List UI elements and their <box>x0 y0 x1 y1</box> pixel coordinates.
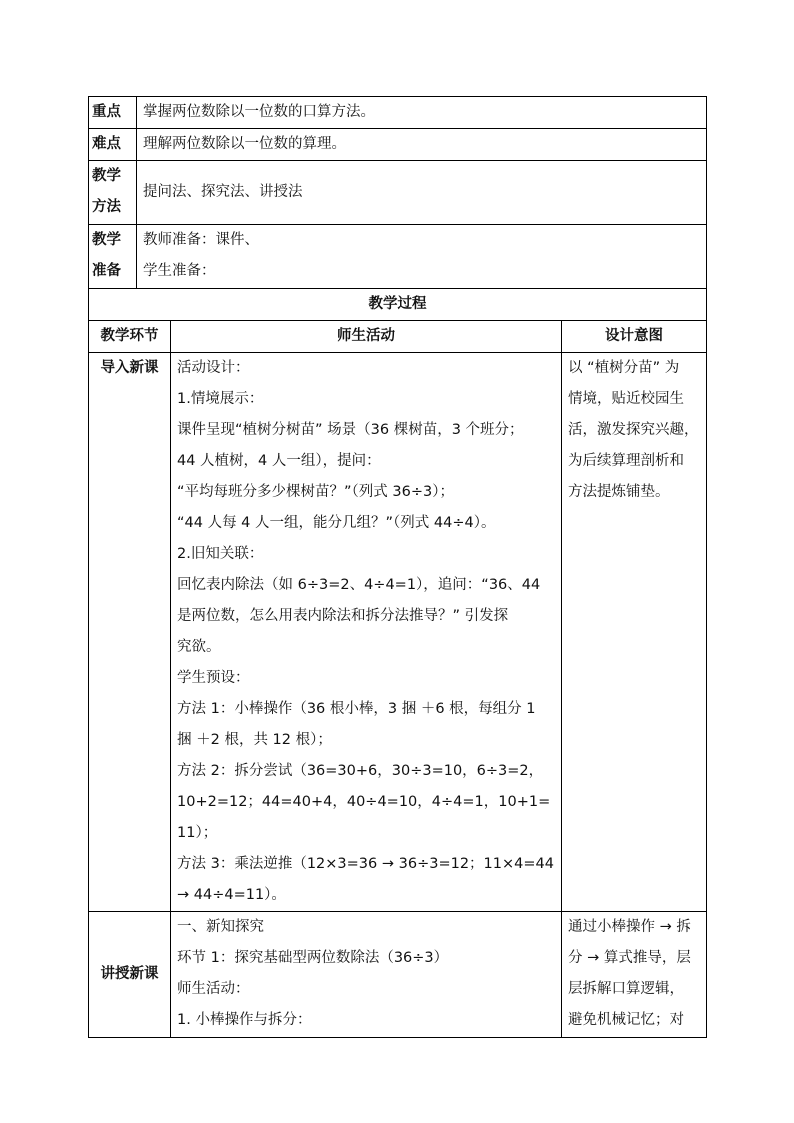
activity-cell: 一、新知探究 环节 1：探究基础型两位数除法（36÷3） 师生活动： 1. 小棒操作与拆分： <box>171 912 562 1038</box>
activity-cell: 活动设计： 1.情境展示： 课件呈现“植树分树苗” 场景（36 棵树苗，3 个班分； 44 人植树，4 人一组），提问： “平均每班分多少棵树苗？”（列式 36÷3）； “44 人每 4 人一组，能分几组？”（列式 44÷4）。 2.旧知关联： 回忆表内除法（如 6÷3=2、4÷4=1），追问：“36、44 是两位数，怎么用表内除法和拆分法推导？” 引发探 究欲。 学生预设： 方法 1：小棒操作（36 根小棒，3 捆 ＋6 根，每组分 1 捆 ＋2 根，共 12 根）； 方法 2：拆分尝试（36=30+6，30÷3=10，6÷3=2， 10+2=12；44=40+4，40÷4=10，4÷4=1，10+1=11）； 方法 3：乘法逆推（12×3=36 → 36÷3=12；11×4=44 → 44÷4=11）。 <box>171 353 562 912</box>
process-title-row <box>89 289 707 321</box>
info-content: 掌握两位数除以一位数的口算方法。 <box>137 97 707 129</box>
lesson-plan-page <box>88 96 706 1038</box>
info-row-teaching-method <box>89 161 707 225</box>
info-content: 提问法、探究法、讲授法 <box>137 161 707 225</box>
stage-label: 导入新课 <box>89 353 171 912</box>
info-label: 重点 <box>89 97 137 129</box>
info-row-key-point <box>89 97 707 129</box>
info-label: 难点 <box>89 129 137 161</box>
intent-cell: 通过小棒操作 → 拆 分 → 算式推导，层 层拆解口算逻辑， 避免机械记忆；对 <box>562 912 707 1038</box>
info-label: 教学 准备 <box>89 225 137 289</box>
stage-label: 讲授新课 <box>89 912 171 1038</box>
intent-cell: 以 “植树分苗” 为 情境，贴近校园生 活，激发探究兴趣， 为后续算理剖析和 方法提炼铺垫。 <box>562 353 707 912</box>
info-content: 教师准备：课件、 学生准备： <box>137 225 707 289</box>
info-row-difficulty <box>89 129 707 161</box>
process-row-intro <box>89 353 707 912</box>
info-content: 理解两位数除以一位数的算理。 <box>137 129 707 161</box>
lesson-plan-table <box>88 96 707 1038</box>
header-intent: 设计意图 <box>562 321 707 353</box>
header-activity: 师生活动 <box>171 321 562 353</box>
process-row-new-lesson <box>89 912 707 1038</box>
header-stage: 教学环节 <box>89 321 171 353</box>
process-header-row <box>89 321 707 353</box>
process-title: 教学过程 <box>89 289 707 321</box>
info-row-teaching-preparation <box>89 225 707 289</box>
info-label: 教学 方法 <box>89 161 137 225</box>
